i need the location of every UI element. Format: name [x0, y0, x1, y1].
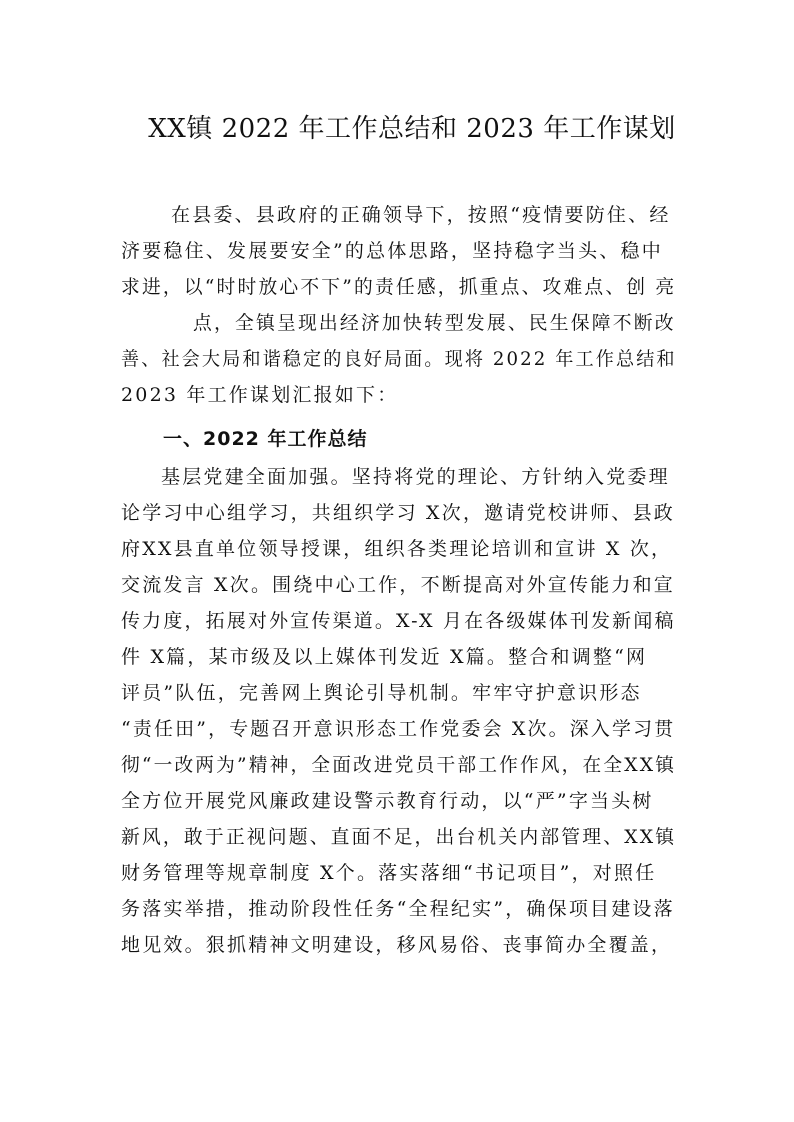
body-line-3: 府XX县直单位领导授课，组织各类理论培训和宣讲 X 次，	[121, 538, 673, 560]
section-heading-2022-summary: 一、2022 年工作总结	[163, 428, 368, 450]
intro-line-1: 在县委、县政府的正确领导下，按照“疫情要防住、经	[171, 204, 671, 226]
body-line-1: 基层党建全面加强。坚持将党的理论、方针纳入党委理	[161, 466, 670, 488]
body-line-7: 评员”队伍，完善网上舆论引导机制。牢牢守护意识形态	[121, 682, 642, 704]
intro-line-6: 2023 年工作谋划汇报如下：	[121, 384, 399, 406]
body-line-11: 新风，敢于正视问题、直面不足，出台机关内部管理、XX镇	[121, 826, 677, 848]
body-line-10: 全方位开展党风廉政建设警示教育行动，以“严”字当头树	[121, 790, 654, 812]
body-line-9: 彻“一改两为”精神，全面改进党员干部工作作风，在全XX镇	[121, 754, 677, 776]
body-line-14: 地见效。狠抓精神文明建设，移风易俗、丧事简办全覆盖，	[121, 934, 673, 956]
intro-line-4: 点，全镇呈现出经济加快转型发展、民生保障不断改	[193, 312, 676, 334]
intro-line-5: 善、社会大局和谐稳定的良好局面。现将 2022 年工作总结和	[121, 348, 677, 370]
body-line-4: 交流发言 X次。围绕中心工作，不断提高对外宣传能力和宣	[121, 574, 675, 596]
body-line-13: 务落实举措，推动阶段性任务“全程纪实”，确保项目建设落	[121, 898, 675, 920]
body-line-12: 财务管理等规章制度 X个。落实落细“书记项目”，对照任	[121, 862, 657, 884]
body-line-6: 件 X篇，某市级及以上媒体刊发近 X篇。整合和调整“网	[121, 646, 648, 668]
body-line-2: 论学习中心组学习，共组织学习 X次，邀请党校讲师、县政	[121, 502, 675, 524]
intro-line-3: 求进，以“时时放心不下”的责任感，抓重点、攻难点、创 亮	[121, 276, 677, 298]
body-line-5: 传力度，拓展对外宣传渠道。X-X 月在各级媒体刊发新闻稿	[121, 610, 676, 632]
document-title: XX镇 2022 年工作总结和 2023 年工作谋划	[148, 114, 676, 144]
intro-line-2: 济要稳住、发展要安全”的总体思路，坚持稳字当头、稳中	[121, 240, 663, 262]
body-line-8: “责任田”，专题召开意识形态工作党委会 X次。深入学习贯	[121, 718, 676, 740]
